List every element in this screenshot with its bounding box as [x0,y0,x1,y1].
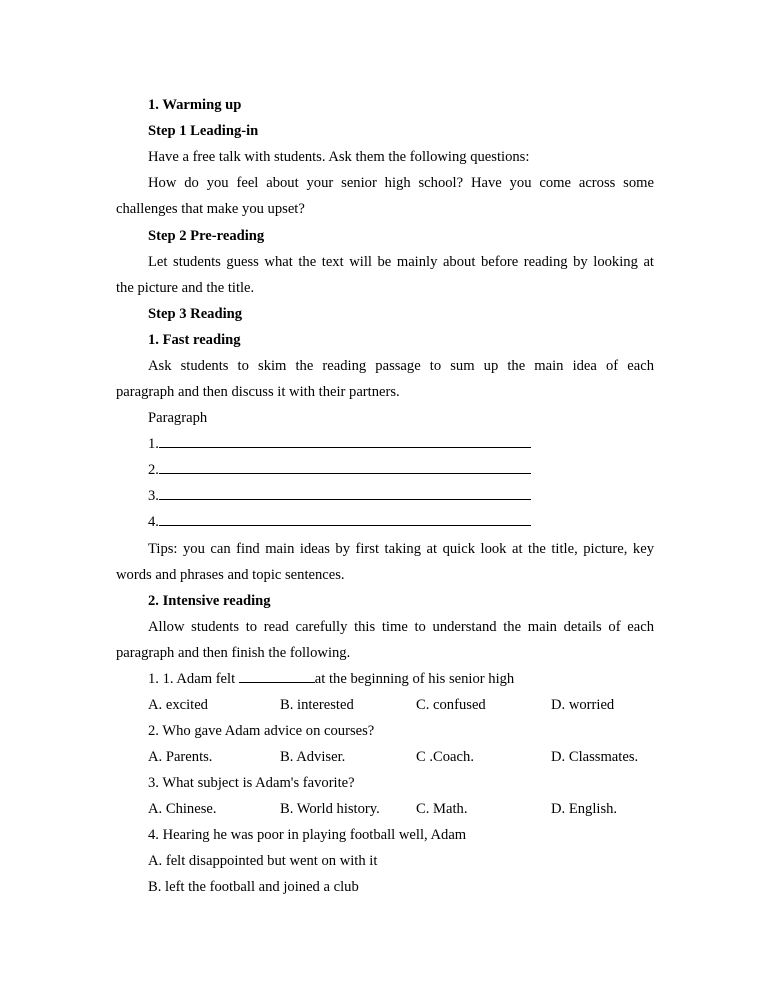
step2-line1: Let students guess what the text will be mainly about before reading by looking at [148,254,654,270]
option-c[interactable]: C. confused [416,697,486,713]
option-b[interactable]: B. Adviser. [280,749,346,765]
intensive-reading-heading: 2. Intensive reading [148,593,271,609]
intensive-reading-line1: Allow students to read carefully this time to understand the main details of each [148,619,654,635]
fast-reading-line2: paragraph and then discuss it with their partners. [116,384,400,400]
question-stem-text: at the beginning of his senior high [314,671,515,687]
section-heading-warming-up: 1. Warming up [148,97,242,113]
intensive-reading-line2: paragraph and then finish the following. [116,645,351,661]
option-a[interactable]: A. Chinese. [148,801,217,817]
question-4-stem: 4. Hearing he was poor in playing football well, Adam [148,827,467,843]
option-a[interactable]: A. felt disappointed but went on with it [148,853,378,869]
step1-question-line2: challenges that make you upset? [116,201,305,217]
tips-line2: words and phrases and topic sentences. [116,567,345,583]
option-a[interactable]: A. excited [148,697,208,713]
paragraph-label: Paragraph [148,410,208,426]
option-a[interactable]: A. Parents. [148,749,213,765]
option-c[interactable]: C. Math. [416,801,468,817]
option-b[interactable]: B. left the football and joined a club [148,879,359,895]
fast-reading-heading: 1. Fast reading [148,332,241,348]
option-d[interactable]: D. English. [551,801,618,817]
answer-blank-line[interactable] [159,435,531,448]
answer-blank-line[interactable] [239,670,315,683]
step1-intro: Have a free talk with students. Ask them the following questions: [148,149,530,165]
step2-line2: the picture and the title. [116,280,255,296]
paragraph-blank-1[interactable] [148,435,531,453]
option-b[interactable]: B. interested [280,697,354,713]
answer-blank-line[interactable] [159,461,531,474]
paragraph-number: 3. [148,488,159,504]
paragraph-number: 4. [148,514,159,530]
paragraph-number: 1. [148,436,159,452]
tips-line1: Tips: you can find main ideas by first taking at quick look at the title, picture, key [148,541,654,557]
paragraph-blank-3[interactable] [148,487,531,505]
option-b[interactable]: B. World history. [280,801,380,817]
step1-question-line1: How do you feel about your senior high school? Have you come across some [148,175,654,191]
step1-heading: Step 1 Leading-in [148,123,259,139]
paragraph-blank-2[interactable] [148,461,531,479]
paragraph-blank-4[interactable] [148,513,531,531]
option-c[interactable]: C .Coach. [416,749,474,765]
answer-blank-line[interactable] [159,513,531,526]
step2-heading: Step 2 Pre-reading [148,228,265,244]
option-d[interactable]: D. Classmates. [551,749,639,765]
fast-reading-line1: Ask students to skim the reading passage to sum up the main idea of each [148,358,654,374]
option-d[interactable]: D. worried [551,697,615,713]
paragraph-number: 2. [148,462,159,478]
question-1-stem [148,670,514,688]
answer-blank-line[interactable] [159,487,531,500]
question-stem-text: 1. 1. Adam felt [148,671,239,687]
question-3-stem: 3. What subject is Adam's favorite? [148,775,355,791]
question-2-stem: 2. Who gave Adam advice on courses? [148,723,375,739]
step3-heading: Step 3 Reading [148,306,243,322]
